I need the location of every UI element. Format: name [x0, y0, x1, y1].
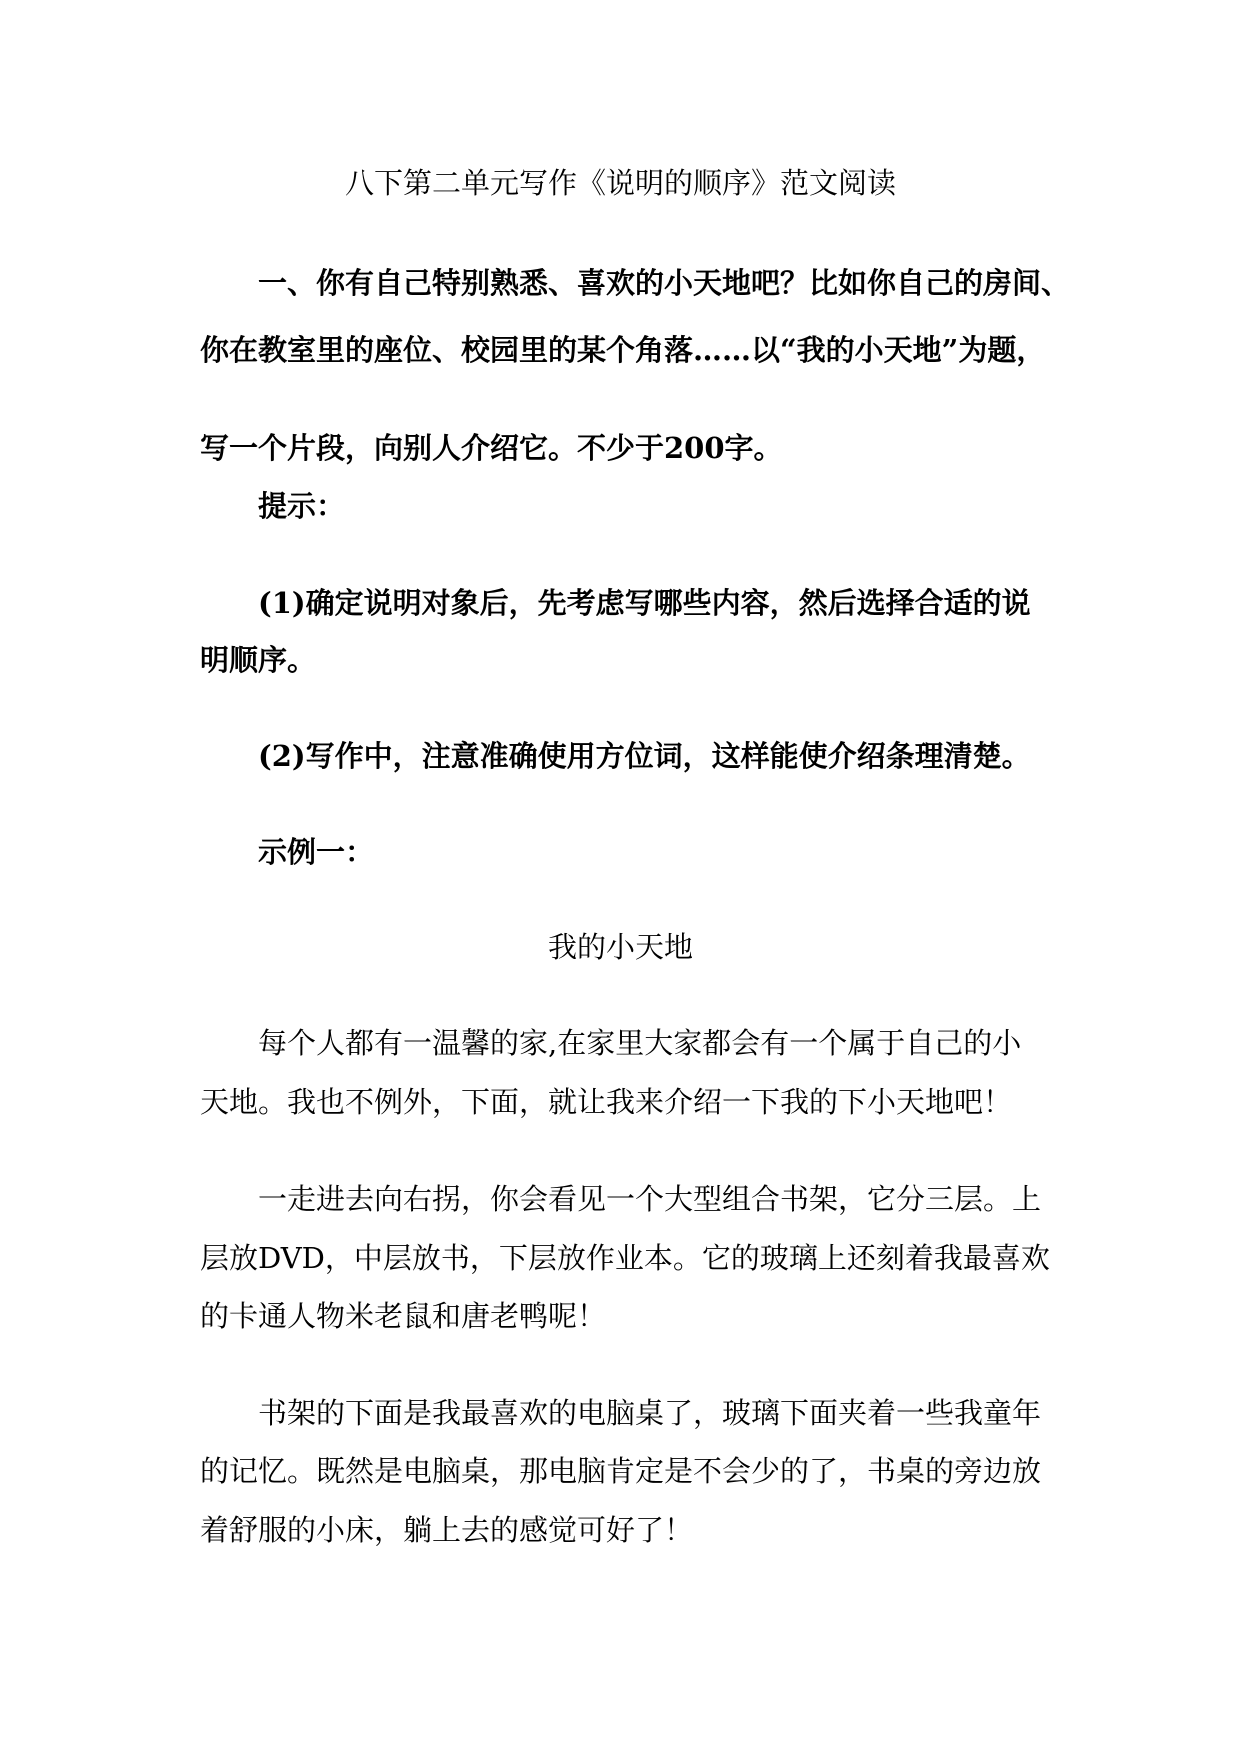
para-2-line-3: 的卡通人物米老鼠和唐老鸭呢！ — [200, 1299, 607, 1333]
hint-label: 提示： — [258, 489, 346, 523]
para-1-line-1: 每个人都有一温馨的家,在家里大家都会有一个属于自己的小 — [258, 1026, 1022, 1060]
prompt-line-1: 一、你有自己特别熟悉、喜欢的小天地吧？比如你自己的房间、 — [258, 266, 1071, 300]
para-3-line-1: 书架的下面是我最喜欢的电脑桌了，玻璃下面夹着一些我童年 — [258, 1396, 1042, 1430]
prompt-line-3: 写一个片段，向别人介绍它。不少于200字。 — [200, 431, 783, 465]
hint-1-line-1: (1)确定说明对象后，先考虑写哪些内容，然后选择合适的说 — [258, 586, 1031, 620]
hint-2: (2)写作中，注意准确使用方位词，这样能使介绍条理清楚。 — [258, 739, 1031, 773]
para-3-line-3: 着舒服的小床，躺上去的感觉可好了！ — [200, 1513, 694, 1547]
document-title: 八下第二单元写作《说明的顺序》范文阅读 — [344, 166, 896, 200]
para-2-line-2: 层放DVD，中层放书，下层放作业本。它的玻璃上还刻着我最喜欢 — [200, 1241, 1050, 1275]
essay-title: 我的小天地 — [547, 930, 693, 964]
para-3-line-2: 的记忆。既然是电脑桌，那电脑肯定是不会少的了，书桌的旁边放 — [200, 1454, 1042, 1488]
example-label: 示例一： — [258, 835, 375, 869]
prompt-line-2: 你在教室里的座位、校园里的某个角落……以“我的小天地”为题， — [200, 333, 1046, 367]
hint-1-line-2: 明顺序。 — [200, 643, 317, 677]
para-2-line-1: 一走进去向右拐，你会看见一个大型组合书架，它分三层。上 — [258, 1182, 1042, 1216]
para-1-line-2: 天地。我也不例外，下面，就让我来介绍一下我的下小天地吧！ — [200, 1085, 1013, 1119]
